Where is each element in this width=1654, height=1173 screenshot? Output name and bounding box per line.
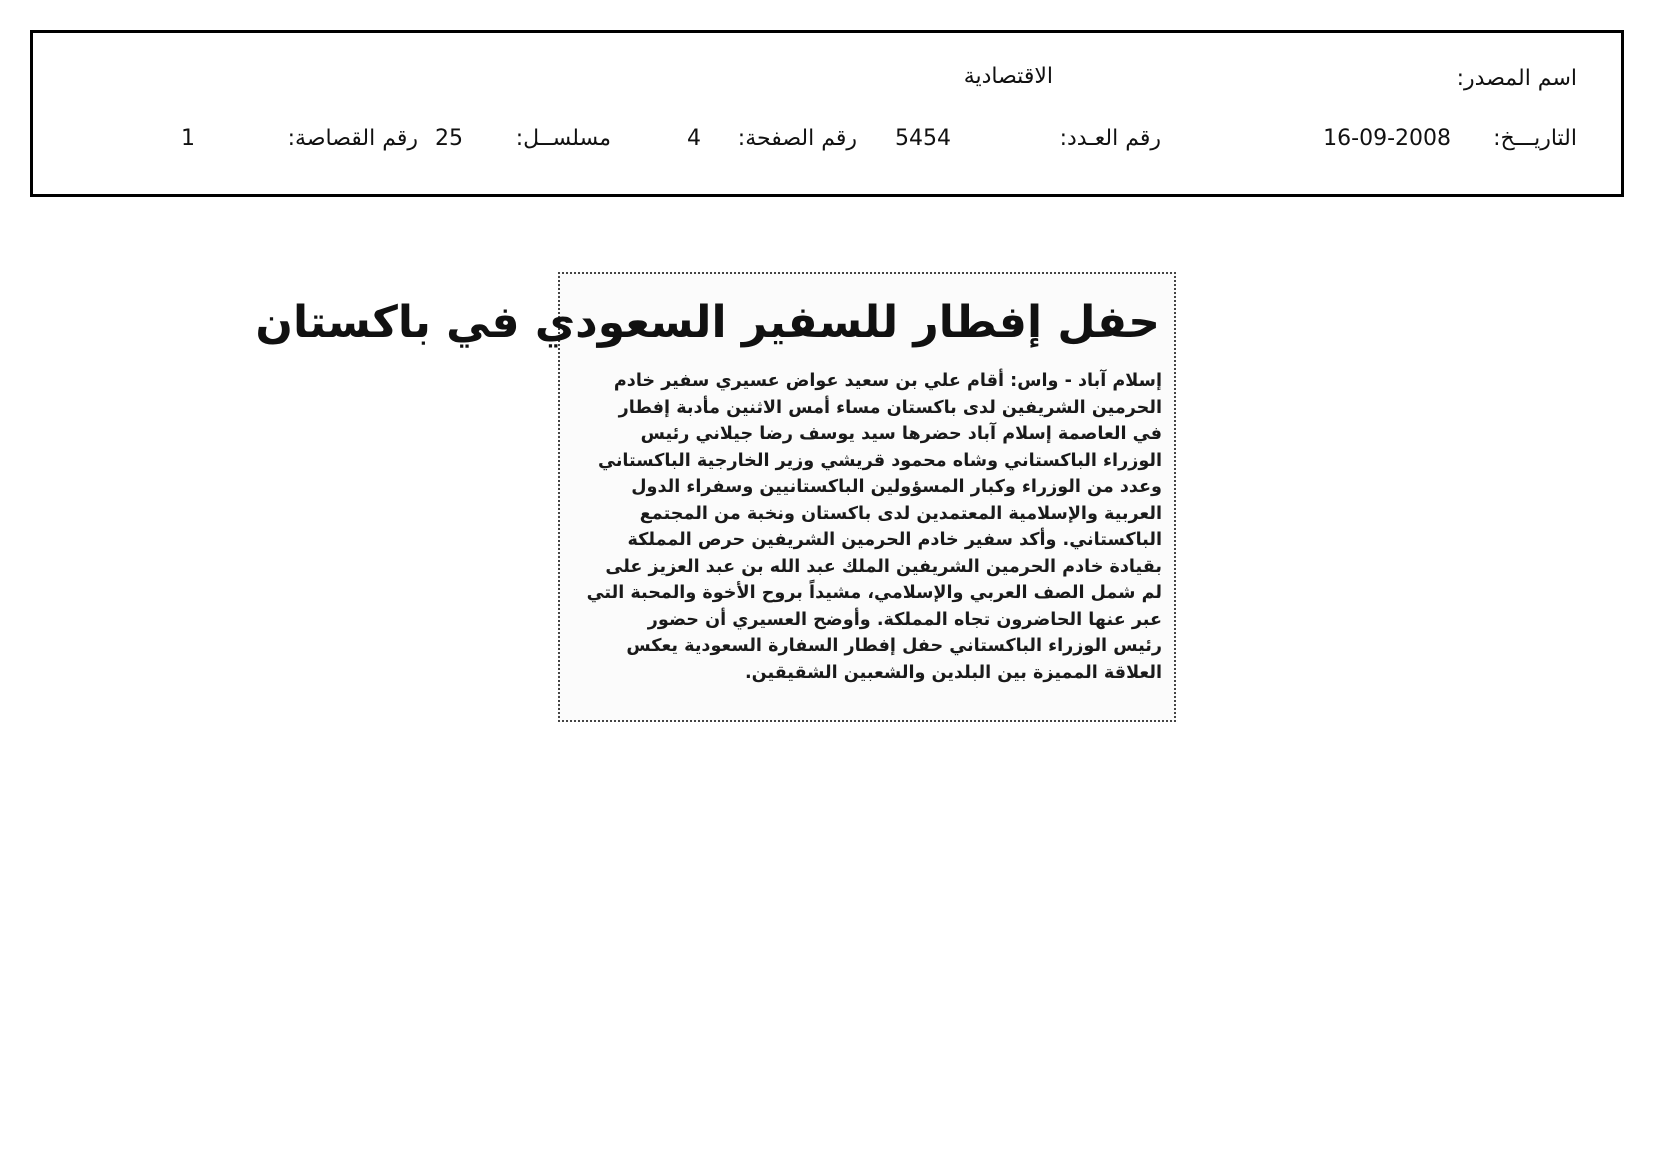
- article-line: في العاصمة إسلام آباد حضرها سيد يوسف رضا جيلاني رئيس: [640, 424, 1162, 444]
- issue-value: 5454: [895, 126, 951, 151]
- page-label: رقم الصفحة:: [737, 126, 857, 151]
- article-line: لم شمل الصف العربي والإسلامي، مشيداً بروح الأخوة والمحبة التي: [586, 583, 1162, 603]
- date-value: 16-09-2008: [1323, 126, 1451, 151]
- clip-label: رقم القصاصة:: [287, 126, 418, 151]
- page-value: 4: [687, 126, 701, 151]
- clip-value: 1: [181, 126, 195, 151]
- newspaper-clipping: [255, 272, 1176, 722]
- date-label: التاريـــخ:: [1493, 126, 1577, 151]
- article-line: إسلام آباد - واس: أقام علي بن سعيد عواض عسيري سفير خادم: [613, 371, 1162, 391]
- article-line: الحرمين الشريفين لدى باكستان مساء أمس الاثنين مأدبة إفطار: [618, 397, 1162, 418]
- article-line: العلاقة المميزة بين البلدين والشعبين الشقيقين.: [744, 662, 1162, 683]
- source-label: اسم المصدر:: [1456, 66, 1577, 91]
- article-line: الباكستاني. وأكد سفير خادم الحرمين الشريفين حرص المملكة: [627, 530, 1162, 550]
- article-line: رئيس الوزراء الباكستاني حفل إفطار السفارة السعودية يعكس: [626, 636, 1162, 656]
- article-line: الوزراء الباكستاني وشاه محمود قريشي وزير الخارجية الباكستاني: [598, 450, 1162, 471]
- article-line: عبر عنها الحاضرون تجاه المملكة. وأوضح العسيري أن حضور: [647, 609, 1162, 630]
- issue-label: رقم العـدد:: [1059, 126, 1161, 151]
- article-body: [572, 368, 1162, 686]
- article-line: وعدد من الوزراء وكبار المسؤولين الباكستانيين وسفراء الدول: [631, 477, 1162, 497]
- article-line: العربية والإسلامية المعتمدين لدى باكستان ونخبة من المجتمع: [639, 503, 1162, 524]
- serial-value: 25: [435, 126, 463, 151]
- source-value: الاقتصادية: [963, 64, 1053, 89]
- article-line: بقيادة خادم الحرمين الشريفين الملك عبد الله بن عبد العزيز على: [605, 556, 1162, 577]
- article-headline: حفل إفطار للسفير السعودي في باكستان: [255, 297, 1160, 348]
- metadata-box: [30, 30, 1624, 197]
- serial-label: مسلســل:: [515, 126, 611, 151]
